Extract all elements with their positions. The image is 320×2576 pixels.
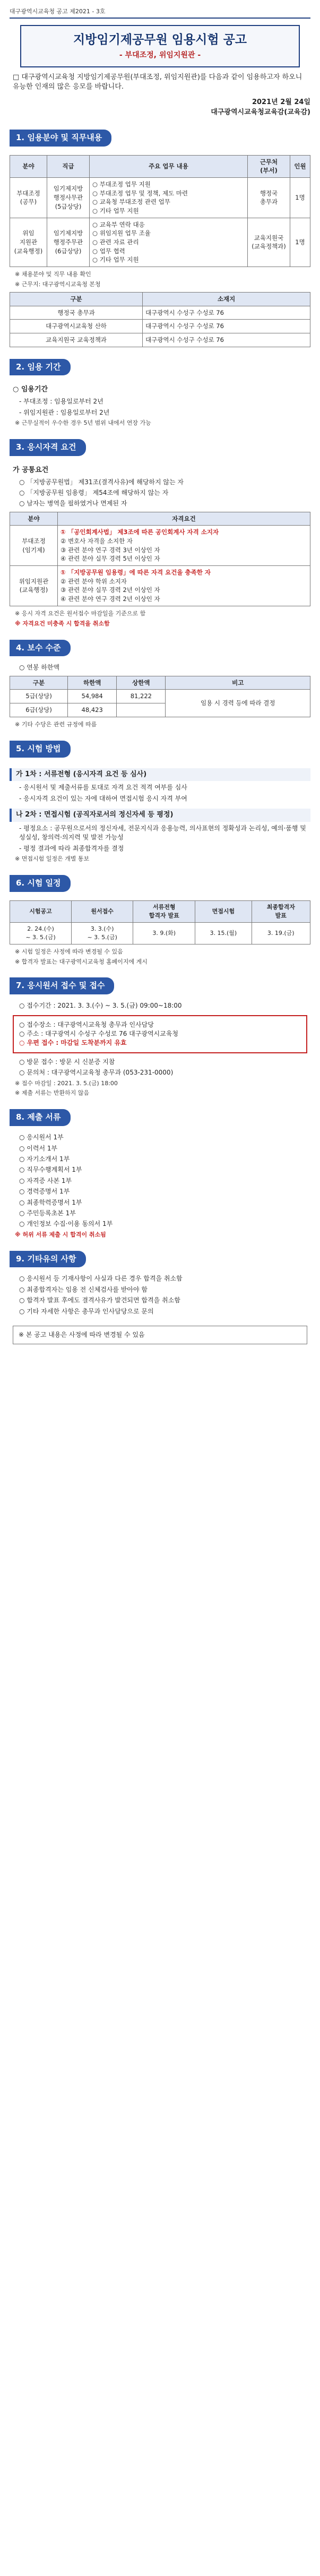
table-row: 위임 지원관 (교육행정) 임기제지방 행정주무관 (6급상당) ○ 교육부 연락 대응 ○ 위임지원 업무 조율 ○ 관련 자료 관리 ○ 업무 협력 ○ 기타 업무 지원 교육지원국 (교육정책과) 1명 [10,218,310,267]
section-heading: 8. 제출 서류 [10,1109,71,1126]
announcement-date: 2021년 2월 24일 [252,98,310,107]
table-row: 6급(상당) 48,423 [10,703,310,717]
section-heading: 6. 시험 일정 [10,875,71,892]
table-row: 교육지원국 교육정책과 대구광역시 수성구 수성로 76 [10,333,310,347]
document-subtitle: - 부대조정, 위임지원관 - [119,51,201,60]
section-heading: 7. 응시원서 접수 및 접수 [10,977,114,994]
footer-note: ※ 본 공고 내용은 사정에 따라 변경될 수 있음 [13,1326,307,1344]
intro-text: □ 대구광역시교육청 지방임기제공무원(부대조정, 위임지원관)를 다음과 같이 임용하고자 하오니 유능한 인재의 많은 응모를 바랍니다. [13,73,302,91]
table-row: 대구광역시교육청 산하 대구광역시 수성구 수성로 76 [10,320,310,333]
section-heading: 2. 임용 기간 [10,359,71,376]
section-heading: 1. 임용분야 및 직무내용 [10,130,111,147]
schedule-table: 시험공고 원서접수 서류전형 합격자 발표 면접시험 최종합격자 발표 2. 24.(수) ~ 3. 5.(금) 3. 3.(수) ~ 3. 5.(금) 3. 9.(화) 3. 15.(월) 3. 19.(금) [10,900,310,944]
location-table: 구분 소재지 행정국 총무과 대구광역시 수성구 수성로 76 대구광역시교육청 산하 대구광역시 수성구 수성로 76 교육지원국 교육정책과 대구광역시 수성구 수성로 76 [10,292,310,347]
table-header: 근무처 (부서) [248,155,290,177]
section-6: 6. 시험 일정 시험공고 원서접수 서류전형 합격자 발표 면접시험 최종합격자 발표 2. 24.(수) ~ 3. 5.(금) 3. 3.(수) ~ 3. 5.(금) 3. 9.(화) 3. 15.(월) 3. 19.(금) ※ 시험 일정은 사정에 따라 변경될 수 있음 ※ 합격자 발표는 대구광역시교육청 홈페이지에 게시 [10,875,310,966]
section-4: 4. 보수 수준 ○ 연봉 하한액 구분 하한액 상한액 비고 5급(상당) 54,984 81,222 임용 시 경력 등에 따라 결정 6급(상당) 48,423 ※ 기타 수당은 관련 규정에 따름 [10,640,310,729]
note: ※ 채용분야 및 직무 내용 확인 [15,271,91,278]
note: ※ 근무지: 대구광역시교육청 본청 [15,281,101,288]
table-row: 위임지원관 (교육행정) ① 「지방공무원 임용령」에 따른 자격 요건을 충족한 자 ② 관련 분야 학위 소지자 ③ 관련 분야 실무 경력 2년 이상인 자 ④ 관련 분야 연구 경력 2년 이상인 자 [10,566,310,606]
section-2: 2. 임용 기간 ○ 임용기간 - 부대조정 : 임용일로부터 2년 - 위임지원관 : 임용일로부터 2년 ※ 근무실적이 우수한 경우 5년 범위 내에서 연장 가능 [10,359,310,427]
section-9: 9. 기타유의 사항 ○ 응시원서 등 기재사항이 사실과 다른 경우 합격을 취소함 ○ 최종합격자는 임용 전 신체검사를 받아야 함 ○ 합격자 발표 후에도 결격사유가 발견되면 합격을 취소함 ○ 기타 자세한 사항은 총무과 인사담당으로 문의 ※ 본 공고 내용은 사정에 따라 변경될 수 있음 [10,1251,310,1345]
section-heading: 9. 기타유의 사항 [10,1251,86,1268]
section-heading: 5. 시험 방법 [10,741,71,758]
section-heading: 3. 응시자격 요건 [10,439,86,456]
announcing-agency: 대구광역시교육청교육감(교육감) [211,108,310,117]
section-5: 5. 시험 방법 가 1차 : 서류전형 (응시자격 요건 등 심사) - 응시원서 및 제출서류를 토대로 자격 요건 적격 여부를 심사 - 응시자격 요건이 있는 자에 대하여 면접시험 응시 자격 부여 나 2차 : 면접시험 (공직자로서의 정신자세 등 평정) - 평정요소 : 공무원으로서의 정신자세, 전문지식과 응용능력, 의사표현의 정확성과 논리성, 예의·품행 및 성실성, 창의력·의지력 및 발전 가능성 - 평정 결과에 따라 최종합격자를 결정 ※ 면접시험 일정은 개별 통보 [10,741,310,863]
table-row: 5급(상당) 54,984 81,222 임용 시 경력 등에 따라 결정 [10,690,310,703]
section-7: 7. 응시원서 접수 및 접수 ○ 접수기간 : 2021. 3. 3.(수) ~ 3. 5.(금) 09:00~18:00 ○ 접수장소 : 대구광역시교육청 총무과 인사담당 ○ 주소 : 대구광역시 수성구 수성로 76 대구광역시교육청 ○ 우편 접수 : 마감일 도착분까지 유효 ○ 방문 접수 : 방문 시 신분증 지참 ○ 문의처 : 대구광역시교육청 총무과 (053-231-0000) ※ 접수 마감일 : 2021. 3. 5.(금) 18:00 ※ 제출 서류는 반환하지 않음 [10,977,310,1097]
announcement-number: 대구광역시교육청 공고 제2021 - 3호 [10,7,310,19]
qualification-table: 분야 자격요건 부대조정 (임기제) ① 「공인회계사법」 제3조에 따른 공인회계사 자격 소지자 ② 변호사 자격을 소지한 자 ③ 관련 분야 연구 경력 3년 이상인 자 ④ 관련 분야 실무 경력 5년 이상인 자 위임지원관 (교육행정) ① 「지방공무원 임용령」에 따른 자격 요건을 충족한 자 ② 관련 분야 학위 소지자 ③ 관련 분야 실무 경력 2년 이상인 자 ④ 관련 분야 연구 경력 2년 이상인 자 [10,512,310,606]
table-row: 2. 24.(수) ~ 3. 5.(금) 3. 3.(수) ~ 3. 5.(금) 3. 9.(화) 3. 15.(월) 3. 19.(금) [10,922,310,944]
section-heading: 4. 보수 수준 [10,640,71,657]
table-header: 분야 [10,155,47,177]
section-8: 8. 제출 서류 ○ 응시원서 1부 ○ 이력서 1부 ○ 자기소개서 1부 ○ 직무수행계획서 1부 ○ 자격증 사본 1부 ○ 경력증명서 1부 ○ 최종학력증명서 1부 ○ 주민등록초본 1부 ○ 개인정보 수집·이용 동의서 1부 ※ 허위 서류 제출 시 합격이 취소됨 [10,1109,310,1239]
job-table [10,155,310,267]
table-header: 인원 [290,155,310,177]
table-row: 부대조정 (임기제) ① 「공인회계사법」 제3조에 따른 공인회계사 자격 소지자 ② 변호사 자격을 소지한 자 ③ 관련 분야 연구 경력 3년 이상인 자 ④ 관련 분야 실무 경력 5년 이상인 자 [10,526,310,566]
notice-box: ○ 접수장소 : 대구광역시교육청 총무과 인사담당 ○ 주소 : 대구광역시 수성구 수성로 76 대구광역시교육청 ○ 우편 접수 : 마감일 도착분까지 유효 [13,1015,307,1053]
section-3: 3. 응시자격 요건 가 공통요건 ○ 「지방공무원법」 제31조(결격사유)에 해당하지 않는 자 ○ 「지방공무원 임용령」 제54조에 해당하지 않는 자 ○ 남자는 병역을 필하였거나 면제된 자 분야 자격요건 부대조정 (임기제) ① 「공인회계사법」 제3조에 따른 공인회계사 자격 소지자 ② 변호사 자격을 소지한 자 ③ 관련 분야 연구 경력 3년 이상인 자 ④ 관련 분야 실무 경력 5년 이상인 자 위임지원관 (교육행정) ① 「지방공무원 임용령」에 따른 자격 요건을 충족한 자 ② 관련 분야 학위 소지자 ③ 관련 분야 실무 경력 2년 이상인 자 ④ 관련 분야 연구 경력 2년 이상인 자 ※ 응시 자격 요건은 원서접수 마감일을 기준으로 함 ※ 자격요건 미충족 시 합격을 취소함 [10,439,310,628]
table-header: 주요 업무 내용 [90,155,248,177]
table-header: 직급 [47,155,90,177]
document-title: 지방임기제공무원 임용시험 공고 [73,32,247,47]
title-box [20,25,300,67]
salary-table: 구분 하한액 상한액 비고 5급(상당) 54,984 81,222 임용 시 경력 등에 따라 결정 6급(상당) 48,423 [10,676,310,717]
section-1 [10,130,310,347]
table-row: 행정국 총무과 대구광역시 수성구 수성로 76 [10,306,310,320]
table-row: 부대조정 (공무) 임기제지방 행정사무관 (5급상당) ○ 부대조정 업무 지원 ○ 부대조정 업무 및 정책, 제도 마련 ○ 교육청 부대조정 관련 업무 ○ 기타 업무 지원 행정국 총무과 1명 [10,178,310,218]
